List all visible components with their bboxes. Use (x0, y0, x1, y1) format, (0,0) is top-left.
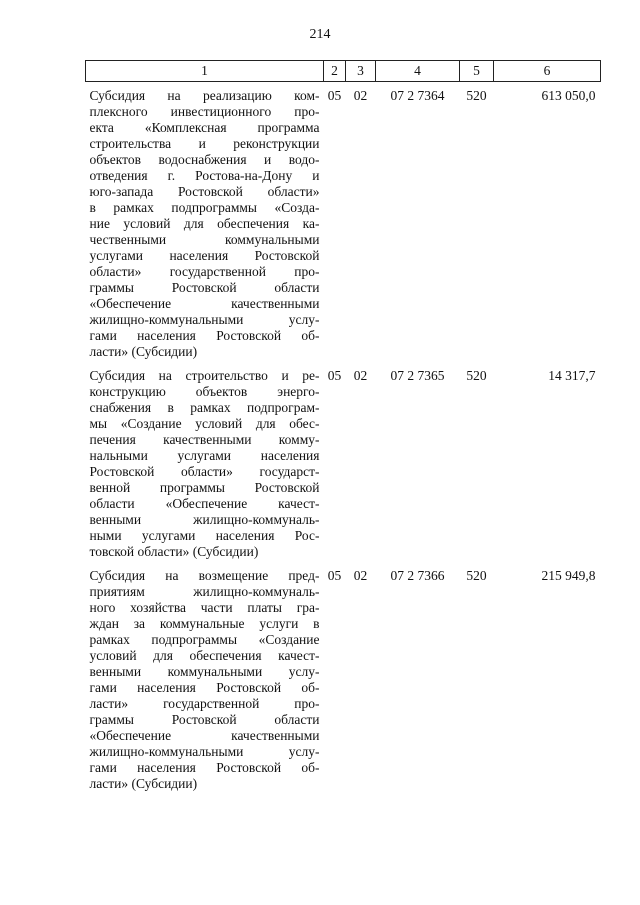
description-line: ласти» государственной про- (89, 696, 320, 711)
budget-table (85, 60, 601, 792)
description-line: венной программы Ростовской (89, 480, 320, 495)
target-article-code: 07 2 7364 (390, 88, 445, 103)
column-header-5: 5 (460, 61, 494, 82)
description-line: Субсидия на возмещение пред- (89, 568, 320, 583)
description-line: венными коммунальными услу- (89, 664, 320, 679)
description-line: приятиям жилищно-коммуналь- (89, 584, 320, 599)
row-description (86, 360, 324, 560)
description-line: ние условий для обеспечения ка- (89, 216, 320, 231)
description-line: мы «Создание условий для обес- (89, 416, 320, 431)
column-header-3: 3 (346, 61, 376, 82)
description-line: юго-запада Ростовской области» (89, 184, 320, 199)
description-line: рамках подпрограммы «Создание (89, 632, 320, 647)
subsection-code: 02 (353, 88, 368, 103)
column-header-1: 1 (86, 61, 324, 82)
target-article-code: 07 2 7365 (390, 368, 445, 383)
description-line: «Обеспечение качественными (89, 728, 320, 743)
table-row (86, 82, 601, 361)
column-header-4: 4 (376, 61, 460, 82)
description-line: в рамках подпрограммы «Созда- (89, 200, 320, 215)
description-line: граммы Ростовской области (89, 712, 320, 727)
description-line: жилищно-коммунальными услу- (89, 312, 320, 327)
section-code: 05 (327, 368, 342, 383)
description-line: граммы Ростовской области (89, 280, 320, 295)
description-line: печения качественными комму- (89, 432, 320, 447)
description-line: снабжения в рамках подпрограм- (89, 400, 320, 415)
description-line: услугами населения Ростовской (89, 248, 320, 263)
subsection-code: 02 (353, 568, 368, 583)
header-row (86, 61, 601, 82)
description-line: жилищно-коммунальными услу- (89, 744, 320, 759)
description-line: объектов водоснабжения и водо- (89, 152, 320, 167)
description-line: ными услугами населения Рос- (89, 528, 320, 543)
description-line: ласти» (Субсидии) (89, 344, 198, 359)
description-line: гами населения Ростовской об- (89, 760, 320, 775)
description-line: конструкцию объектов энерго- (89, 384, 320, 399)
amount: 215 949,8 (541, 568, 596, 583)
description-line: ждан за коммунальные услуги в (89, 616, 320, 631)
description-line: Субсидия на реализацию ком- (89, 88, 320, 103)
table-row (86, 560, 601, 792)
expense-type-code: 520 (466, 88, 487, 103)
description-line: ласти» (Субсидии) (89, 776, 198, 791)
description-line: Субсидия на строительство и ре- (89, 368, 320, 383)
subsection-code: 02 (353, 368, 368, 383)
description-line: гами населения Ростовской об- (89, 680, 320, 695)
description-line: отведения г. Ростова-на-Дону и (89, 168, 320, 183)
description-line: строительства и реконструкции (89, 136, 320, 151)
row-description (86, 82, 324, 361)
description-line: условий для обеспечения качест- (89, 648, 320, 663)
column-header-6: 6 (494, 61, 601, 82)
description-line: области «Обеспечение качест- (89, 496, 320, 511)
target-article-code: 07 2 7366 (390, 568, 445, 583)
page-number: 214 (309, 27, 331, 42)
description-line: гами населения Ростовской об- (89, 328, 320, 343)
section-code: 05 (327, 88, 342, 103)
amount: 14 317,7 (548, 368, 596, 383)
description-line: Ростовской области» государст- (89, 464, 320, 479)
description-line: венными жилищно-коммуналь- (89, 512, 320, 527)
description-line: плексного инвестиционного про- (89, 104, 320, 119)
description-line: товской области» (Субсидии) (89, 544, 259, 559)
description-line: ного хозяйства части платы гра- (89, 600, 320, 615)
description-line: нальными услугами населения (89, 448, 320, 463)
row-description (86, 560, 324, 792)
expense-type-code: 520 (466, 568, 487, 583)
description-line: области» государственной про- (89, 264, 320, 279)
table-row (86, 360, 601, 560)
section-code: 05 (327, 568, 342, 583)
expense-type-code: 520 (466, 368, 487, 383)
column-header-2: 2 (324, 61, 346, 82)
description-line: екта «Комплексная программа (89, 120, 320, 135)
amount: 613 050,0 (541, 88, 596, 103)
description-line: «Обеспечение качественными (89, 296, 320, 311)
description-line: чественными коммунальными (89, 232, 320, 247)
